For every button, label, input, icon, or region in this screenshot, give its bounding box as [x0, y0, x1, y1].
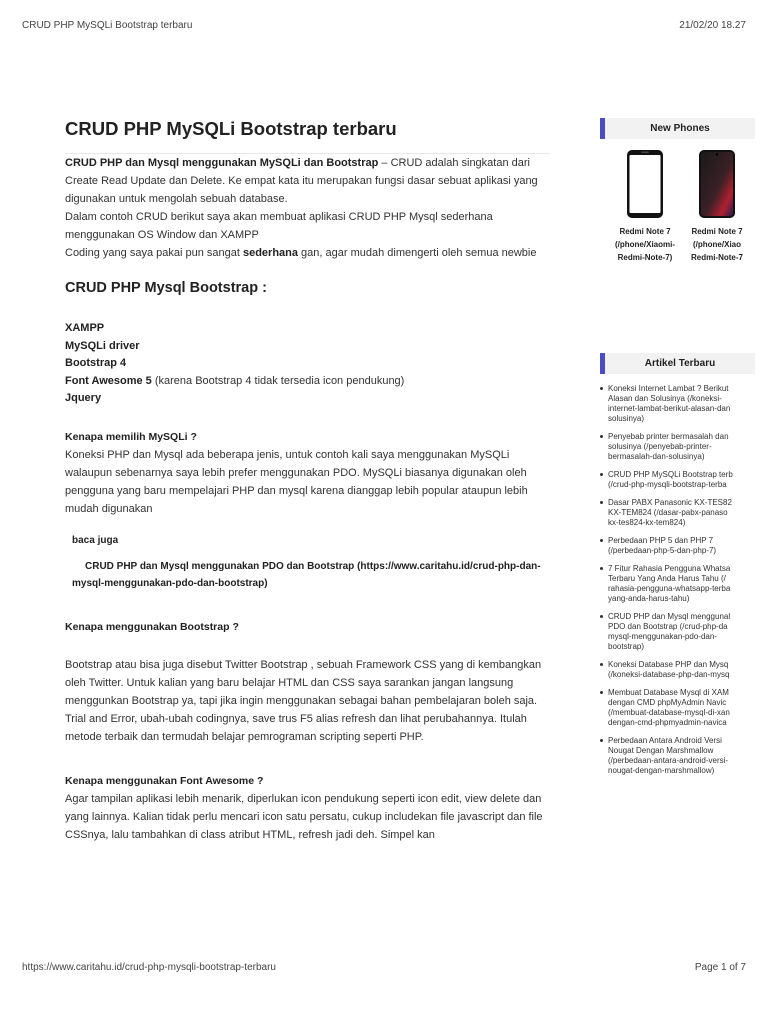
coding-post: gan, agar mudah dimengerti oleh semua newbie [298, 247, 537, 259]
tool-fontawesome-name: Font Awesome 5 [65, 374, 152, 387]
question-bootstrap: Kenapa menggunakan Bootstrap ? [65, 620, 239, 633]
tools-list [65, 320, 550, 408]
phone-caption-2: (/phone/Xiaomi- [615, 240, 675, 249]
print-datetime: 21/02/20 18.27 [679, 20, 746, 31]
article-link[interactable]: CRUD PHP dan Mysql menggunal PDO dan Bootstrap (/crud-php-da mysql-menggunakan-pdo-dan- bootstrap) [604, 612, 768, 652]
print-url: https://www.caritahu.id/crud-php-mysqli-bootstrap-terbaru [22, 962, 276, 973]
coding-pre: Coding yang saya pakai pun sangat [65, 247, 243, 259]
tool-jquery: Jquery [65, 392, 102, 404]
paragraph-mysqli: Koneksi PHP dan Mysql ada beberapa jenis, untuk contoh kali saya menggunakan MySQLi walaupun sebenarnya saya lebih prefer menggunakan PDO. MySQLi biasanya digunakan oleh pengguna yang baru mempelajari PHP dan mysql karena dianggap lebih popular ataupun lebih mudah digunakan [65, 448, 528, 515]
article-link[interactable]: Koneksi Internet Lambat ? Berikut Alasan dan Solusinya (/koneksi- internet-lambat-berikut-alasan-dan solusinya) [604, 384, 768, 424]
article-link[interactable]: Perbedaan Antara Android Versi Nougat Dengan Marshmallow (/perbedaan-antara-android-versi- nougat-dengan-marshmallow) [604, 736, 768, 776]
tool-bootstrap: Bootstrap 4 [65, 357, 127, 369]
phone-image-icon[interactable] [698, 149, 736, 219]
articles-title: Artikel Terbaru [644, 358, 716, 369]
baca-juga-label: baca juga [72, 534, 119, 546]
phone-caption-3: Redmi-Note-7 [690, 253, 743, 262]
intro-rest: – CRUD adalah singkatan dari Create Read Update dan Delete. Ke empat kata itu merupakan fungsi dasar sebuat aplikasi yang digunakan untuk mengolah sebuah database. [65, 157, 538, 205]
bootstrap-block [65, 656, 550, 746]
paragraph-bootstrap: Bootstrap atau bisa juga disebut Twitter Bootstrap , sebuah Framework CSS yang di kembangkan oleh Twitter. Untuk kalian yang baru belajar HTML dan CSS saya sarankan jangan langsung menggunkan Bootstrap ya, tapi jika ingin menggunakan sebagai bahan pembelajaran boleh saja. [65, 658, 542, 707]
article-link[interactable]: Penyebab printer bermasalah dan solusinya (/penyebab-printer- bermasalah-dan-solusinya) [604, 432, 768, 462]
intro-bold: CRUD PHP dan Mysql menggunakan MySQLi dan Bootstrap [65, 157, 379, 169]
phone-caption-3: Redmi-Note-7) [617, 253, 673, 262]
article-link[interactable]: Perbedaan PHP 5 dan PHP 7 (/perbedaan-php-5-dan-php-7) [604, 536, 768, 556]
phone-caption-1: Redmi Note 7 [619, 227, 671, 236]
articles-header [600, 353, 755, 374]
phone-caption-2: (/phone/Xiao [693, 240, 741, 249]
tool-fontawesome-note: (karena Bootstrap 4 tidak tersedia icon pendukung) [151, 374, 405, 387]
print-footer [22, 962, 746, 976]
question-fontawesome: Kenapa menggunakan Font Awesome ? [65, 774, 264, 787]
intro-line2: Dalam contoh CRUD berikut saya akan membuat aplikasi CRUD PHP Mysql sederhana menggunakan OS Window dan XAMPP [65, 211, 493, 241]
tool-xampp: XAMPP [65, 322, 105, 334]
coding-bold: sederhana [242, 247, 298, 259]
phone-image-icon[interactable] [626, 149, 664, 219]
print-page-number: Page 1 of 7 [694, 962, 746, 973]
section-subtitle: CRUD PHP Mysql Bootstrap : [65, 280, 267, 296]
phones-list [600, 149, 768, 279]
new-phones-title: New Phones [650, 123, 710, 134]
phone-card[interactable] [672, 149, 762, 264]
article-link[interactable]: 7 Fitur Rahasia Pengguna Whatsa Terbaru Yang Anda Harus Tahu (/ rahasia-pengguna-whatsapp-terba yang-anda-harus-tahu) [604, 564, 768, 604]
phone-caption-1: Redmi Note 7 [691, 227, 743, 236]
tool-fontawesome [65, 373, 550, 391]
article-link[interactable]: Dasar PABX Panasonic KX-TES82 KX-TEM824 (/dasar-pabx-panaso kx-tes824-kx-tem824) [604, 498, 768, 528]
tool-mysqli: MySQLi driver [65, 339, 140, 352]
paragraph-fontawesome: Agar tampilan aplikasi lebih menarik, diperlukan icon pendukung seperti icon edit, view delete dan yang lainnya. Kalian tidak perlu mencari icon satu persatu, cukup includekan file javascript dan file CSSnya, lalu tambahkan di class atribut HTML, refresh jadi deh. Simpel kan [65, 792, 543, 841]
baca-juga-link[interactable]: CRUD PHP dan Mysql menggunakan PDO dan Bootstrap (https://www.caritahu.id/crud-php-dan-mysql-menggunakan-pdo-dan-bootstrap) [72, 560, 541, 589]
article-link[interactable]: CRUD PHP MySQLi Bootstrap terb (/crud-php-mysqli-bootstrap-terba [604, 470, 768, 490]
article [65, 118, 550, 844]
print-doc-title: CRUD PHP MySQLi Bootstrap terbaru [22, 20, 193, 31]
intro-paragraph [65, 154, 550, 208]
new-phones-header [600, 118, 755, 139]
print-header [22, 20, 746, 34]
article-link[interactable]: Membuat Database Mysql di XAM dengan CMD phpMyAdmin Navic (/membuat-database-mysql-di-xan dengan-cmd-phpmyadmin-navica [604, 688, 768, 728]
coding-paragraph [65, 244, 550, 262]
sidebar [600, 118, 768, 784]
paragraph-trial: Trial and Error, ubah-ubah codingnya, save trus F5 alias refresh dan lihat perubahannya. Itulah metode terbaik dan termudah belajar pemrograman scripting seperti PHP. [65, 712, 527, 743]
article-link[interactable]: Koneksi Database PHP dan Mysq (/koneksi-database-php-dan-mysq [604, 660, 768, 680]
article-title: CRUD PHP MySQLi Bootstrap terbaru [65, 118, 550, 154]
articles-list [600, 384, 768, 776]
question-mysqli: Kenapa memilih MySQLi ? [65, 430, 197, 443]
